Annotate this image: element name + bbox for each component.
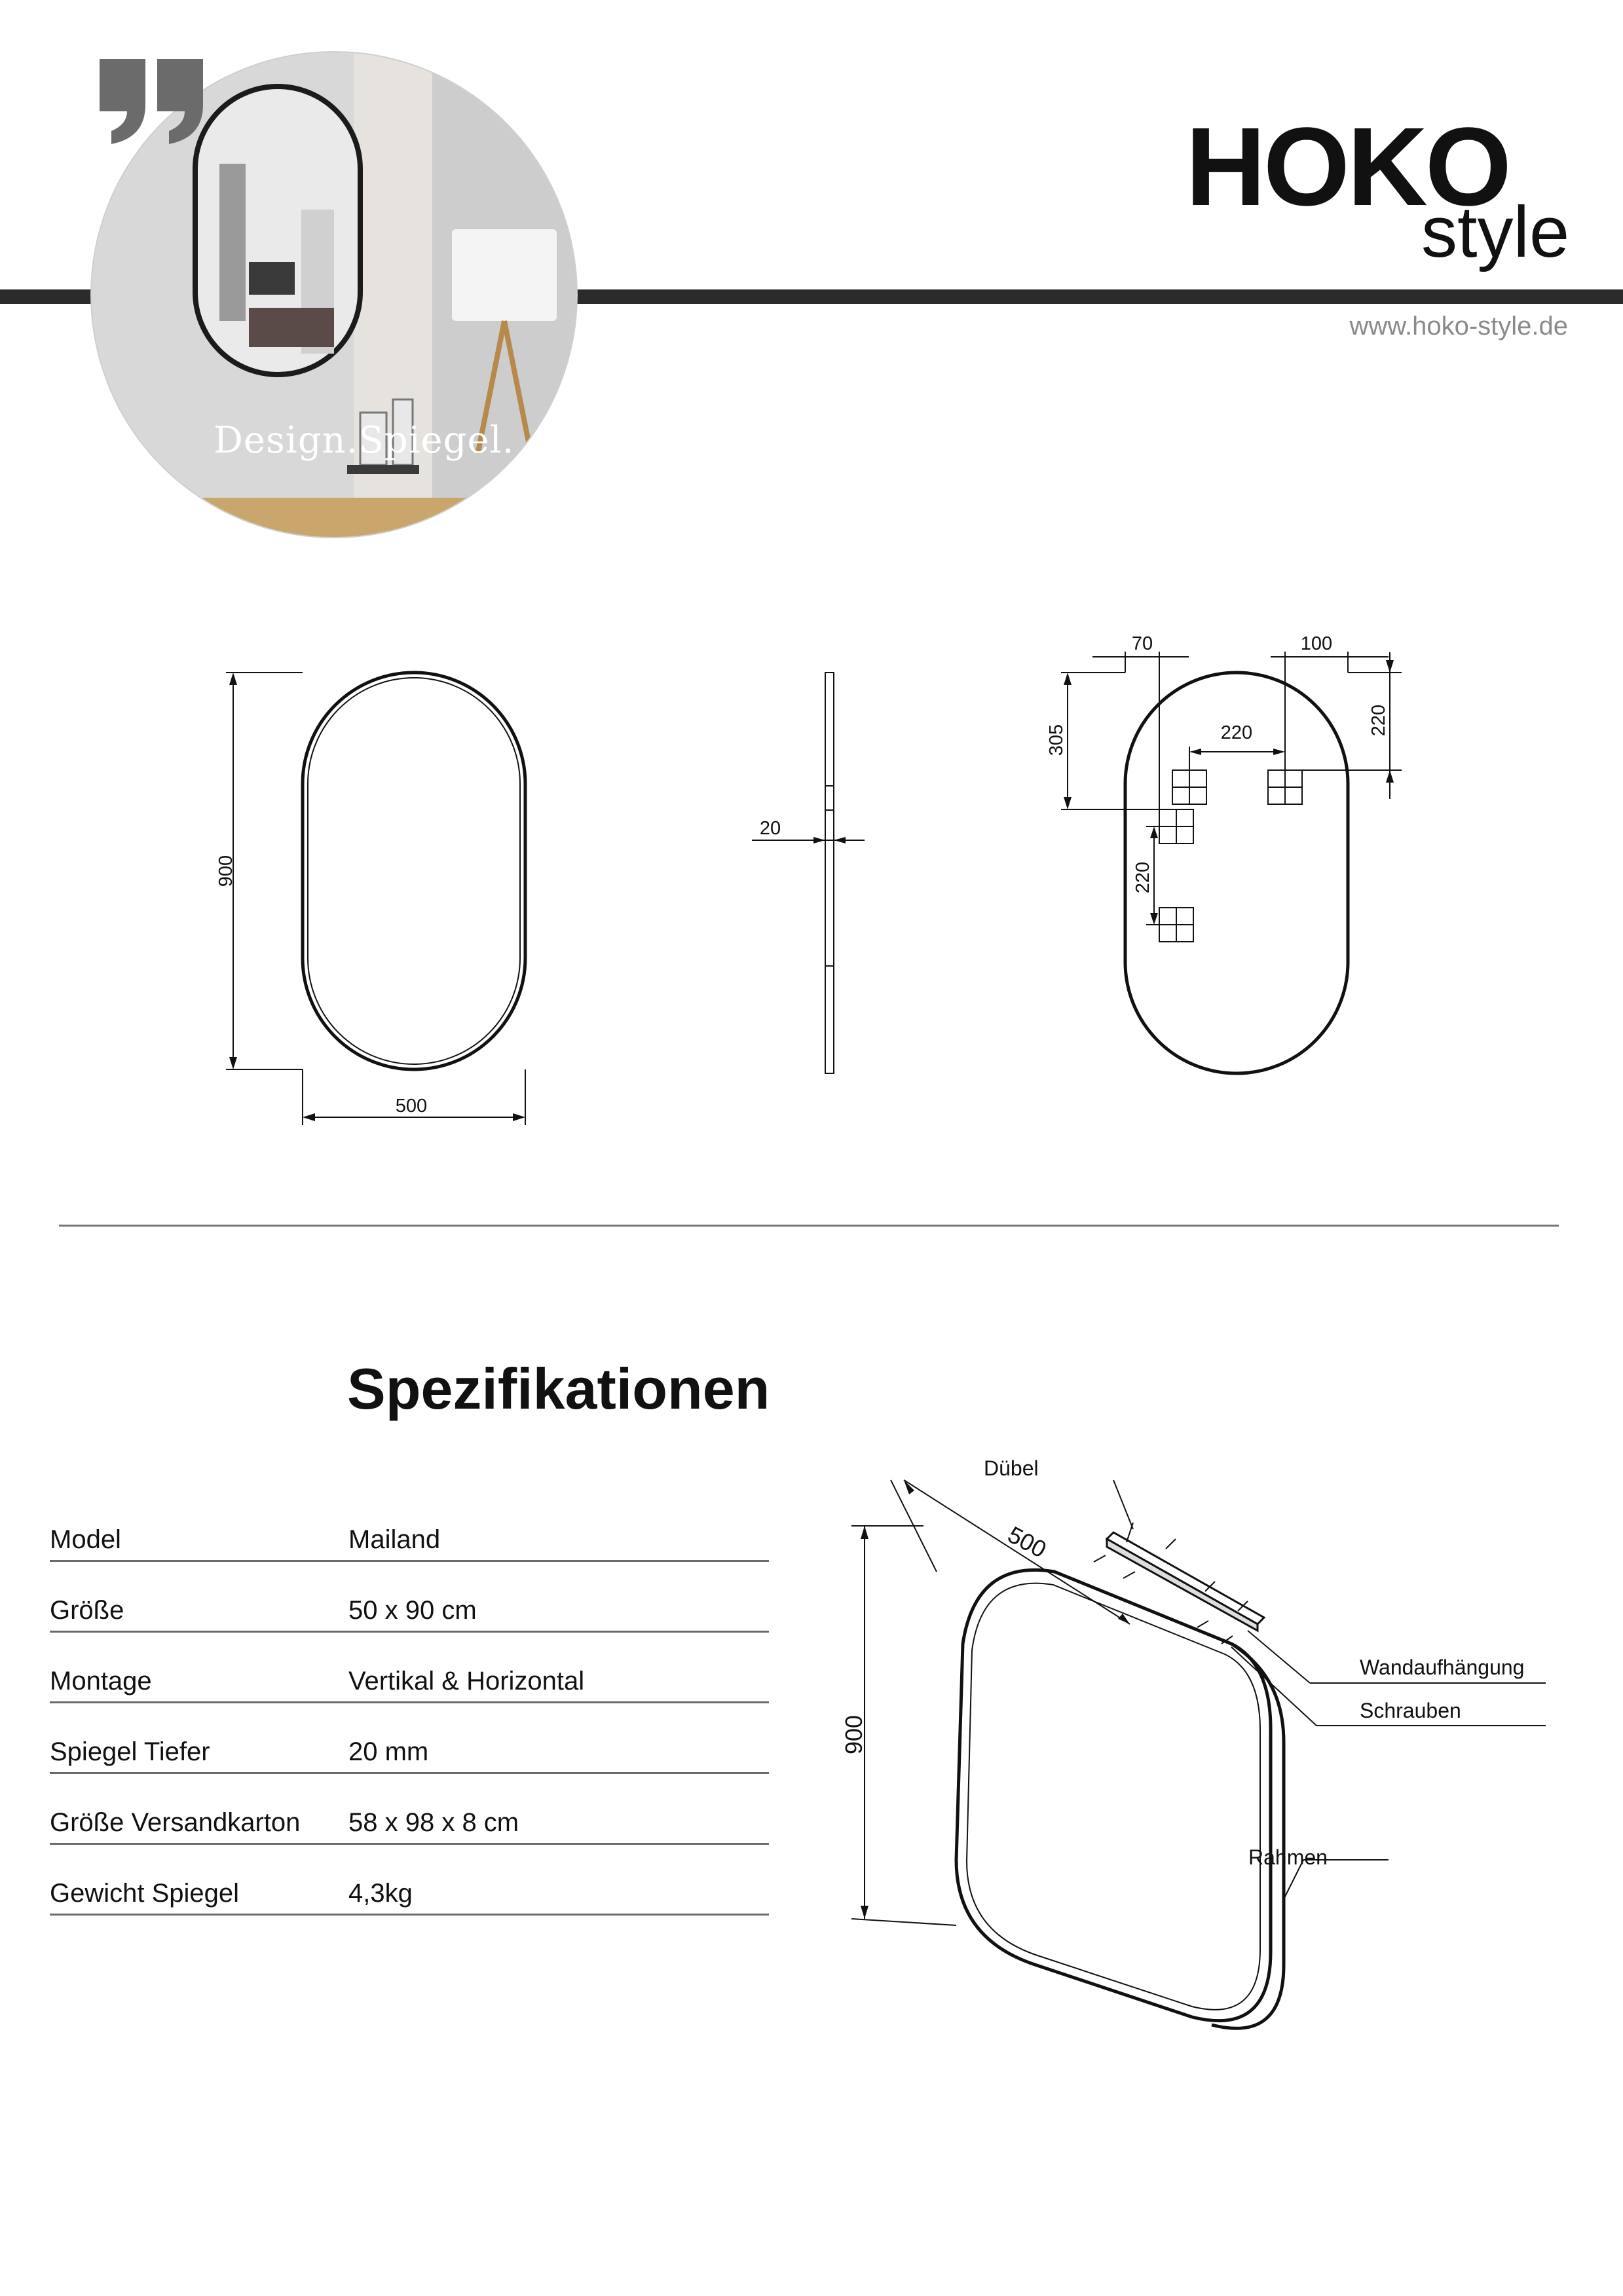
back-horizontal-label: 220 (1220, 722, 1253, 743)
label-dubel: Dübel (984, 1456, 1039, 1480)
logo-subtitle: style (1421, 192, 1570, 272)
spec-label: Spiegel Tiefer (50, 1737, 210, 1766)
back-right-height-label: 220 (1368, 704, 1389, 737)
spec-label: Größe Versandkarton (50, 1808, 301, 1837)
spec-title: Spezifikationen (347, 1356, 770, 1421)
wall-bracket (1094, 1523, 1264, 1644)
spec-value: Vertikal & Horizontal (348, 1667, 585, 1695)
spec-label: Größe (50, 1596, 124, 1625)
front-view (226, 673, 525, 1125)
back-top-left-label: 70 (1131, 633, 1153, 654)
website-link[interactable]: www.hoko-style.de (1349, 312, 1568, 341)
label-rahmen: Rahmen (1248, 1845, 1328, 1869)
label-schrauben: Schrauben (1360, 1699, 1461, 1722)
front-height-label: 900 (215, 855, 236, 887)
spec-label: Gewicht Spiegel (50, 1879, 240, 1908)
spec-value: 4,3kg (348, 1879, 413, 1908)
label-assembly-height: 900 (840, 1714, 868, 1755)
section-divider (59, 1225, 1559, 1227)
spec-row (50, 1489, 769, 1562)
spec-label: Montage (50, 1667, 152, 1695)
spec-value: Mailand (348, 1525, 441, 1554)
label-assembly-width: 500 (1003, 1521, 1051, 1563)
back-vertical-label: 220 (1132, 861, 1153, 894)
back-left-height-label: 305 (1046, 724, 1067, 756)
assembly-drawing (786, 1428, 1623, 2122)
spec-label: Model (50, 1525, 121, 1554)
spec-row (50, 1560, 769, 1633)
front-width-label: 500 (395, 1096, 428, 1117)
spec-row (50, 1843, 769, 1916)
spec-value: 20 mm (348, 1737, 429, 1766)
back-top-right-label: 100 (1300, 633, 1333, 654)
spec-row (50, 1772, 769, 1845)
side-depth-label: 20 (759, 818, 781, 839)
spec-value: 50 x 90 cm (348, 1596, 477, 1625)
spec-row (50, 1701, 769, 1774)
side-view (752, 673, 865, 1073)
label-wandaufhangung: Wandaufhängung (1360, 1656, 1525, 1679)
spec-value: 58 x 98 x 8 cm (348, 1808, 519, 1837)
spec-row (50, 1631, 769, 1703)
logo-wordmark: HOKO (1185, 105, 1509, 229)
tagline: Design.Spiegel. (214, 419, 515, 462)
back-view (1061, 652, 1402, 1073)
